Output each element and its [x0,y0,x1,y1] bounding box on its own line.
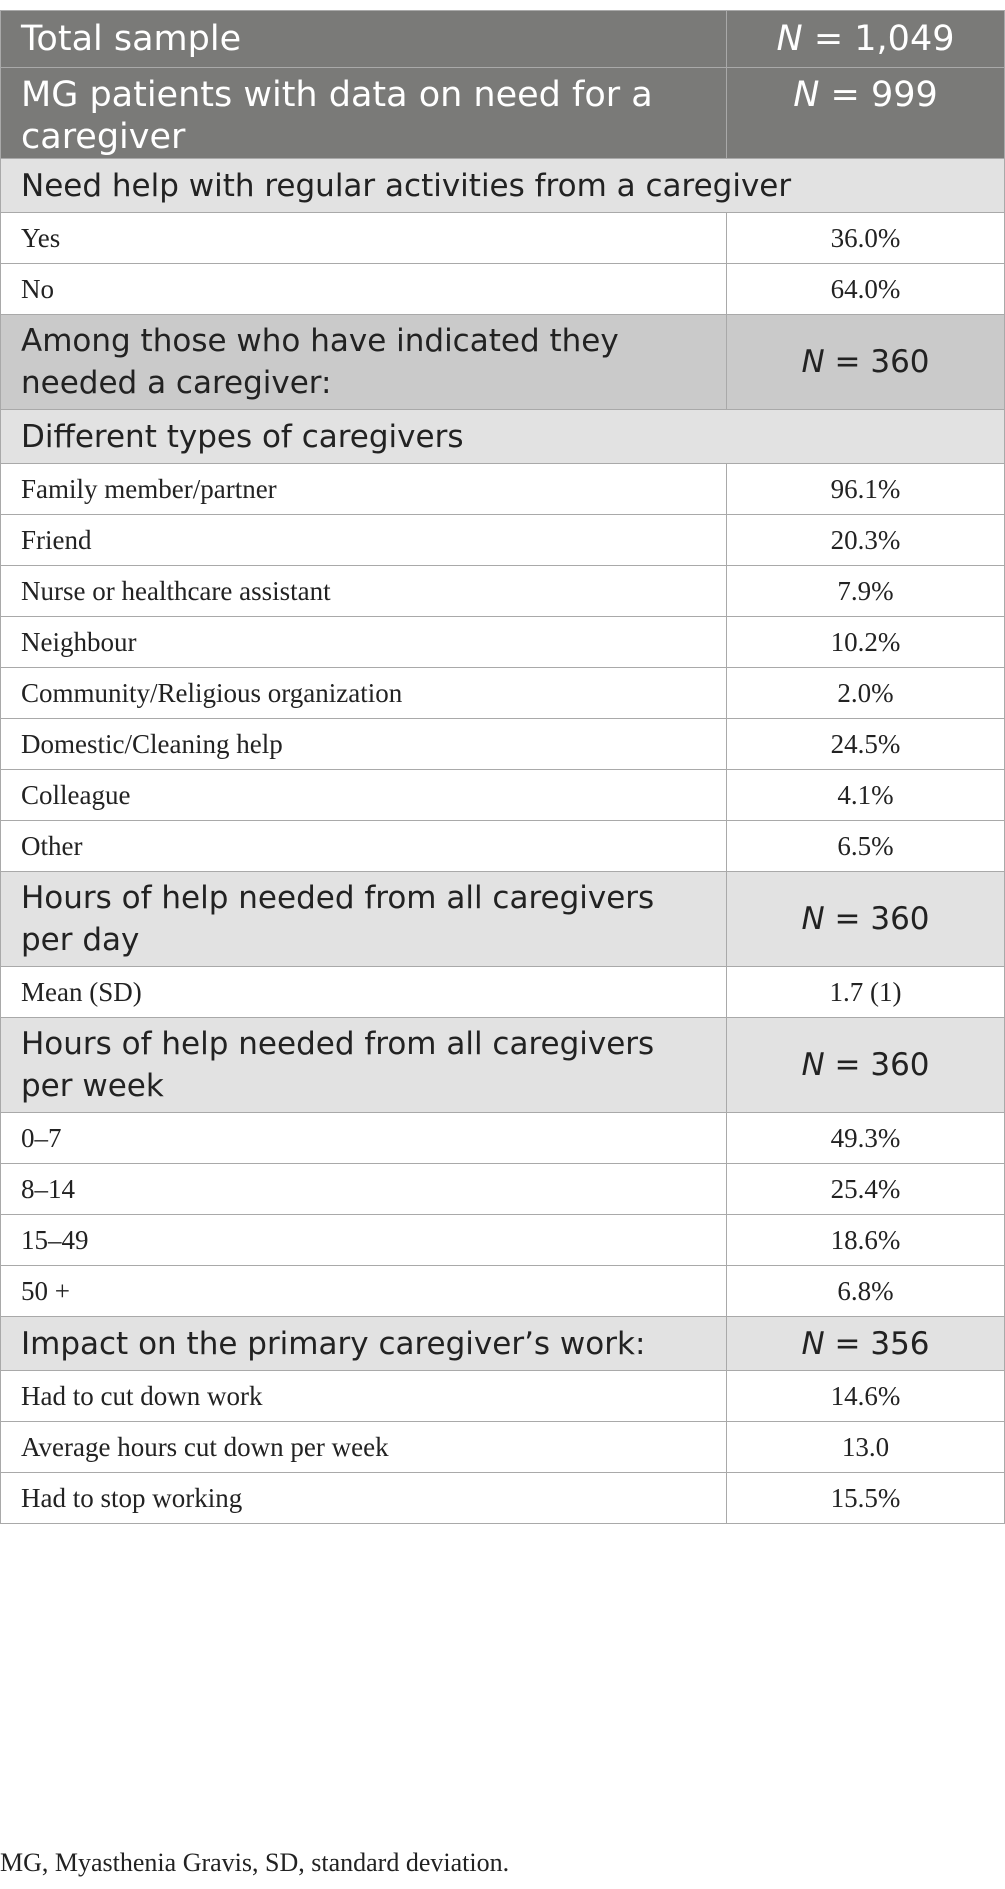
table-footnote: MG, Myasthenia Gravis, SD, standard deviation. [0,1848,510,1877]
table-row [1,464,1005,515]
header-n: N = 1,049 [727,11,1005,68]
table-row [1,515,1005,566]
table-row [1,1371,1005,1422]
header-label: Total sample [1,11,727,68]
row-label: Had to cut down work [1,1371,727,1422]
row-value: 49.3% [727,1113,1005,1164]
row-value: 96.1% [727,464,1005,515]
table-row [1,1266,1005,1317]
row-value: 36.0% [727,213,1005,264]
table-row [1,1215,1005,1266]
table-row [1,770,1005,821]
row-label: Family member/partner [1,464,727,515]
section-heading: Impact on the primary caregiver’s work: [1,1317,727,1371]
header-n: N = 999 [727,68,1005,159]
row-value: 13.0 [727,1422,1005,1473]
row-value: 20.3% [727,515,1005,566]
row-value: 4.1% [727,770,1005,821]
section-heading: Hours of help needed from all caregivers per week [1,1018,727,1113]
row-label: 0–7 [1,1113,727,1164]
table-row [1,719,1005,770]
table-row [1,967,1005,1018]
row-label: Colleague [1,770,727,821]
row-value: 10.2% [727,617,1005,668]
row-label: 50 + [1,1266,727,1317]
section-n: N = 356 [727,1317,1005,1371]
header-row-mg [1,68,1005,159]
row-value: 25.4% [727,1164,1005,1215]
row-label: Domestic/Cleaning help [1,719,727,770]
row-value: 2.0% [727,668,1005,719]
table-row [1,1113,1005,1164]
section-heading: Among those who have indicated they needed a caregiver: [1,315,727,410]
row-value: 7.9% [727,566,1005,617]
row-value: 15.5% [727,1473,1005,1524]
table-row [1,566,1005,617]
section-impact [1,1317,1005,1371]
section-n: N = 360 [727,1018,1005,1113]
table-row [1,264,1005,315]
row-label: Mean (SD) [1,967,727,1018]
row-value: 6.8% [727,1266,1005,1317]
table-row [1,821,1005,872]
section-among [1,315,1005,410]
row-label: Nurse or healthcare assistant [1,566,727,617]
row-value: 6.5% [727,821,1005,872]
row-label: Had to stop working [1,1473,727,1524]
row-label: 8–14 [1,1164,727,1215]
row-label: No [1,264,727,315]
row-label: Neighbour [1,617,727,668]
section-heading: Hours of help needed from all caregivers per day [1,872,727,967]
row-value: 1.7 (1) [727,967,1005,1018]
row-label: Average hours cut down per week [1,1422,727,1473]
header-label: MG patients with data on need for a caregiver [1,68,727,159]
row-label: 15–49 [1,1215,727,1266]
caregiver-table [0,10,1005,1524]
table-row [1,213,1005,264]
row-label: Community/Religious organization [1,668,727,719]
section-n: N = 360 [727,872,1005,967]
section-heading: Need help with regular activities from a caregiver [1,159,1005,213]
table-row [1,1473,1005,1524]
section-types [1,410,1005,464]
table-row [1,1422,1005,1473]
header-row-total [1,11,1005,68]
section-hours-week [1,1018,1005,1113]
table-row [1,617,1005,668]
table-row [1,1164,1005,1215]
row-value: 24.5% [727,719,1005,770]
row-value: 64.0% [727,264,1005,315]
row-label: Yes [1,213,727,264]
row-value: 14.6% [727,1371,1005,1422]
section-n: N = 360 [727,315,1005,410]
row-label: Friend [1,515,727,566]
row-label: Other [1,821,727,872]
row-value: 18.6% [727,1215,1005,1266]
section-heading: Different types of caregivers [1,410,1005,464]
section-need-help [1,159,1005,213]
table-row [1,668,1005,719]
section-hours-day [1,872,1005,967]
